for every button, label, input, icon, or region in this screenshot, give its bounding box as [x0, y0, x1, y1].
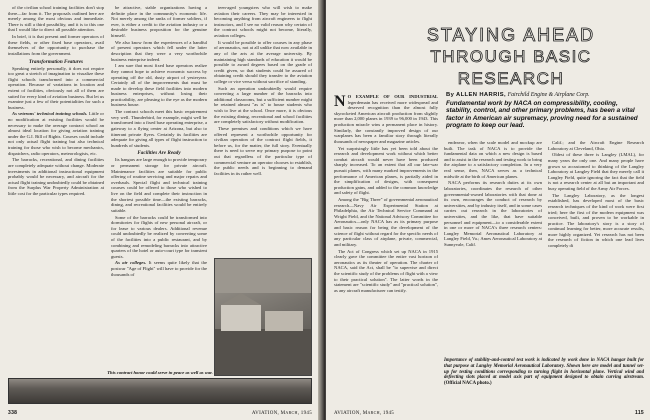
airfield-photo — [214, 258, 312, 376]
author-affiliation: Fairchild Engine & Airplane Corp. — [507, 92, 590, 98]
byline — [446, 92, 642, 98]
paragraph: NACA performs its research duties at its own laboratories, coordinates the research of other governmental-owned laboratories with that done at its own, encourages the conduct of research by universities, and by industry itself, and in some cases carries out research in the laboratories of universities, and the like, that have suitable personnel and equipment—to a considerable extent in one or more of NACA's three research centers: Langley Memorial Aeronautical Laboratory at Langley Field, Va.; Ames Aeronautical Laboratory at Sunnyvale, Calif. — [444, 180, 542, 247]
photo-caption — [444, 358, 644, 387]
photo-credit: (Official NACA photo.) — [444, 381, 492, 387]
paragraph: teen-aged youngsters who will wish to make aviation their careers. They may be interested in becoming anything from aircraft engineers to flight instructors, and I see no valid reason why certain of the contract schools might not become, literally, aviation colleges. — [214, 5, 312, 38]
article-deck: Fundamental work by NACA on compressibility, cooling, stability, control, and other primary problems, has been a vital factor in American air supremacy, proving need for a sustained program to keep our lead. — [446, 100, 638, 130]
paragraph: The Act of Congress which set up NACA in 1915 clearly gave the committee the entire vast horizon of aeronautics as its theater of operation. The charter of NACA, said the Act, shall be "to supervise and direct the scientific study of the problems of flight with a view to their practical solution". The latter words in the statement are "scientific study" and "practical solution", as any aircraft manufacturer can testify. — [334, 248, 438, 293]
right-page-column-2 — [444, 140, 542, 354]
paragraph: It would be possible to offer courses in any phase of aeronautics, not at all unlike that now available in any of the arts at the average university. By maintaining high standards of education it would be possible to award degrees based on the grade of credit given, so that students could be assured of obtaining credit should they transfer to the aviation college or vice versa without sacrifice of standing. — [214, 39, 312, 84]
section-heading: Facilities Are Ready — [137, 150, 181, 157]
paragraph: I am sure that most fixed base operators realize they cannot hope to achieve economic success by operating off the old, dusty airport of yesteryear. Certainly all of the improvements that must be made to develop these field facilities into modern business enterprises, without losing their practicability, are pleasing to the eye as the modern business house. — [111, 63, 207, 108]
paragraph-text: It seems quite likely that the postwar "Age of Flight" will have to provide for the thousands of — [111, 260, 207, 277]
article-title — [384, 24, 638, 88]
page-number: 115 — [635, 410, 644, 416]
paragraph-text: legerdemain has received more widespread and deserved recognition than the almost fully skyrocketed American aircraft production from slightly more than 2,000 planes in 1939 to 96,000 in 1943. This production miracle wins a permanent place in history. Similarly, the constantly improved design of our warplanes has been a familiar story through literally thousands of newspaper and magazine articles. — [334, 99, 438, 144]
paragraph: of the civilian school training facilities don't stop there—far from it. The proposals outlined here are merely among the most obvious and immediate. There is still a third possibility, and it is to this one that I would like to direct all possible attention. — [8, 5, 104, 33]
run-in-heading: As veterans' technical training schools. — [12, 111, 88, 117]
run-in-heading: As air colleges. — [115, 260, 147, 266]
paragraph: Yet surprisingly little has yet been told about the research and development work without which better combat aircraft would never have been produced sharply increased. To an extent that all our late-war pursuit planes, with many marked improvements in the performance of American planes, is partially aided in the simplification of designs, with consequent production gains, and added to the common knowledge and safety of flight. — [334, 145, 438, 196]
magazine-issue: AVIATION, March, 1945 — [251, 411, 312, 416]
title-line-2: THROUGH BASIC RESEARCH — [430, 47, 592, 88]
paragraph: Such an operation undoubtedly would require converting a large number of the barracks into additional classrooms, but a sufficient number might be retained almost "as is" to house students who wish to live at the school. Once more, it is obvious the existing dining, recreational and school facilities are completely satisfactory without modification. — [214, 85, 312, 125]
paragraph: Oldest of these three is Langley (LMAL), for many years the only one. And many people have grown so accustomed to thinking of the Langley Laboratory at Langley Field that they merely call it Langley Field, quite ignoring the fact that the field is not a research center at all but an important and busy operating field of the Army Air Forces. — [548, 152, 644, 191]
airfield-photo-graphic — [215, 259, 311, 375]
left-page-column-1 — [8, 5, 104, 375]
right-page — [326, 0, 650, 420]
left-page-column-2 — [111, 5, 207, 375]
paragraph: The contract schools meet this basic requirement very well. Thunderbird, for example, might well be transformed into a fixed base operating enterprise, a gateway to a flying center at Arizona, but also to itinerant private flyers. Certainly its facilities are adequate for giving all types of flight instruction to hundreds of students. — [111, 109, 207, 148]
lead-paragraph — [334, 94, 438, 144]
paragraph: In brief, it is that present and former operators of these fields, or other fixed base operators, avail themselves of the opportunity to purchase the installations from the government. — [8, 34, 104, 56]
paragraph: The barracks, recreational, and dining facilities are completely adequate without change. Moderate investments in additional instructional equipment probably would be necessary, and aircraft for the actual flight training undoubtedly could be obtained from the Surplus War Property Administration at little cost for the particular types required. — [8, 157, 104, 196]
paragraph: Its hangars are large enough to provide temporary or permanent storage for private aircraft. Maintenance facilities are suitable for public offering of routine servicing and major repairs and overhauls. Special flight and technical training courses could be offered to those who wished to live on the field and complete their instruction in the shortest possible time—the existing barracks, dining, and recreational facilities would be entirely suitable. — [111, 157, 207, 213]
magazine-issue: AVIATION, March, 1945 — [334, 411, 395, 416]
caption-text: Importance of stability-and-control test work is indicated by work done in NACA hangar built for that purpose at Langley Memorial Aeronautical Laboratory. Shown here are model and tunnel set-up for testing conditions corresponding to turning flight in horizontal plane. Vertical wind and deflecting slots placed at model axis part of equipment designed to obtain curving airstream. — [444, 358, 644, 381]
contract-school-photo — [8, 378, 312, 404]
lead-in: O EXAMPLE OF OUR INDUSTRIAL — [347, 94, 438, 99]
left-page-footer — [8, 410, 312, 416]
photo-caption: This contract honor could serve in peace as well as war. — [107, 370, 213, 375]
paragraph: Among the "Big Three" of governmental aeronautical research—Navy Air Experimental Station at Philadelphia, the Air Technical Service Command at Wright Field, and the National Advisory Committee for Aeronautics—only NACA has as its primary purpose and basic reason for being the development of the science of flight without regard for the specific needs of any particular class of airplane, private, commercial, and military. — [334, 197, 438, 247]
author-name: By ALLEN HARRIS, — [446, 92, 506, 98]
paragraph: Speaking entirely personally, it does not require too great a stretch of imagination to visualize these flight schools transformed into a commercial operation. Because of variations in location and extent of facilities, obviously not all of them are suited for every kind of aviation business. But let us examine just a few of their potentialities for such a business. — [8, 65, 104, 110]
right-page-column-3 — [548, 140, 644, 354]
right-page-column-1 — [334, 94, 438, 394]
paragraph — [8, 111, 104, 156]
right-page-footer — [334, 410, 644, 416]
title-line-1: STAYING AHEAD — [426, 25, 596, 45]
paragraph: Calif.; and the Aircraft Engine Research Laboratory at Cleveland, Ohio. — [548, 140, 644, 151]
left-page — [0, 0, 322, 420]
paragraph — [111, 260, 207, 277]
paragraph: The Langley Laboratory, as the longest established, has developed most of the basic research techniques of the kind of work were first tried; here the first of the modern equipment was conceived, built, and proven to be workable in practice. The laboratory's story is a story of continual learning for better, more accurate results, more highly organized. Yet research has not been the research of fiction in which one lead lives completely di — [548, 192, 644, 249]
drop-cap: N — [334, 94, 346, 110]
paragraph: Some of the barracks could be transformed into dormitories for flights of new personal aircraft, or for lease to various dealers. Additional revenue could undoubtedly be realized by converting some of the facilities into a public restaurant, and by combining and remodeling barracks into attractive quarters of the hotel or auto-court type for transient guests. — [111, 214, 207, 259]
left-page-column-3 — [214, 5, 312, 255]
paragraph: endeavor, when the scale model and mockup are built. The task of NACA is to provide the fundamental data on which a new design is based and to assist in the research and testing work to bring the airplane to a satisfactory completion. In a very real sense, then, NACA serves as a technical midwife at the birth of American planes. — [444, 140, 542, 179]
paragraph: These premises and conditions which we have offered represent a worthwhile opportunity for civilian operation of the contract flight fields, it before us, for the matter, the full story. Eventually there is need to serve my primary purpose to point out that regardless of the particular type of commercial venture an operator chooses to establish, the public needs and is beginning to demand facilities in its rather well. — [214, 126, 312, 176]
page-number: 338 — [8, 410, 18, 416]
section-heading: Transformation Features — [28, 58, 84, 65]
paragraph: be attractive, stable organizations having a definite place in the community's economic life. Not merely among the ranks of former soldiers, if ever, is either a credit to the aviation industry or a desirable business proposition for the genuine himself. — [111, 5, 207, 38]
paragraph: We also know from the experiences of a handful of present operators which fell under the latter description that they were a very worthwhile business enterprise indeed. — [111, 39, 207, 62]
paragraph-text: Little or no modification at existing facilities would be necessary to make the average contract school an almost ideal location for giving aviation training under the G.I. Bill of Rights. Courses could include not only actual flight training but also technical training for those who wish to become mechanics, dispatchers, radio operators, meteorologists, etc. — [8, 111, 104, 156]
